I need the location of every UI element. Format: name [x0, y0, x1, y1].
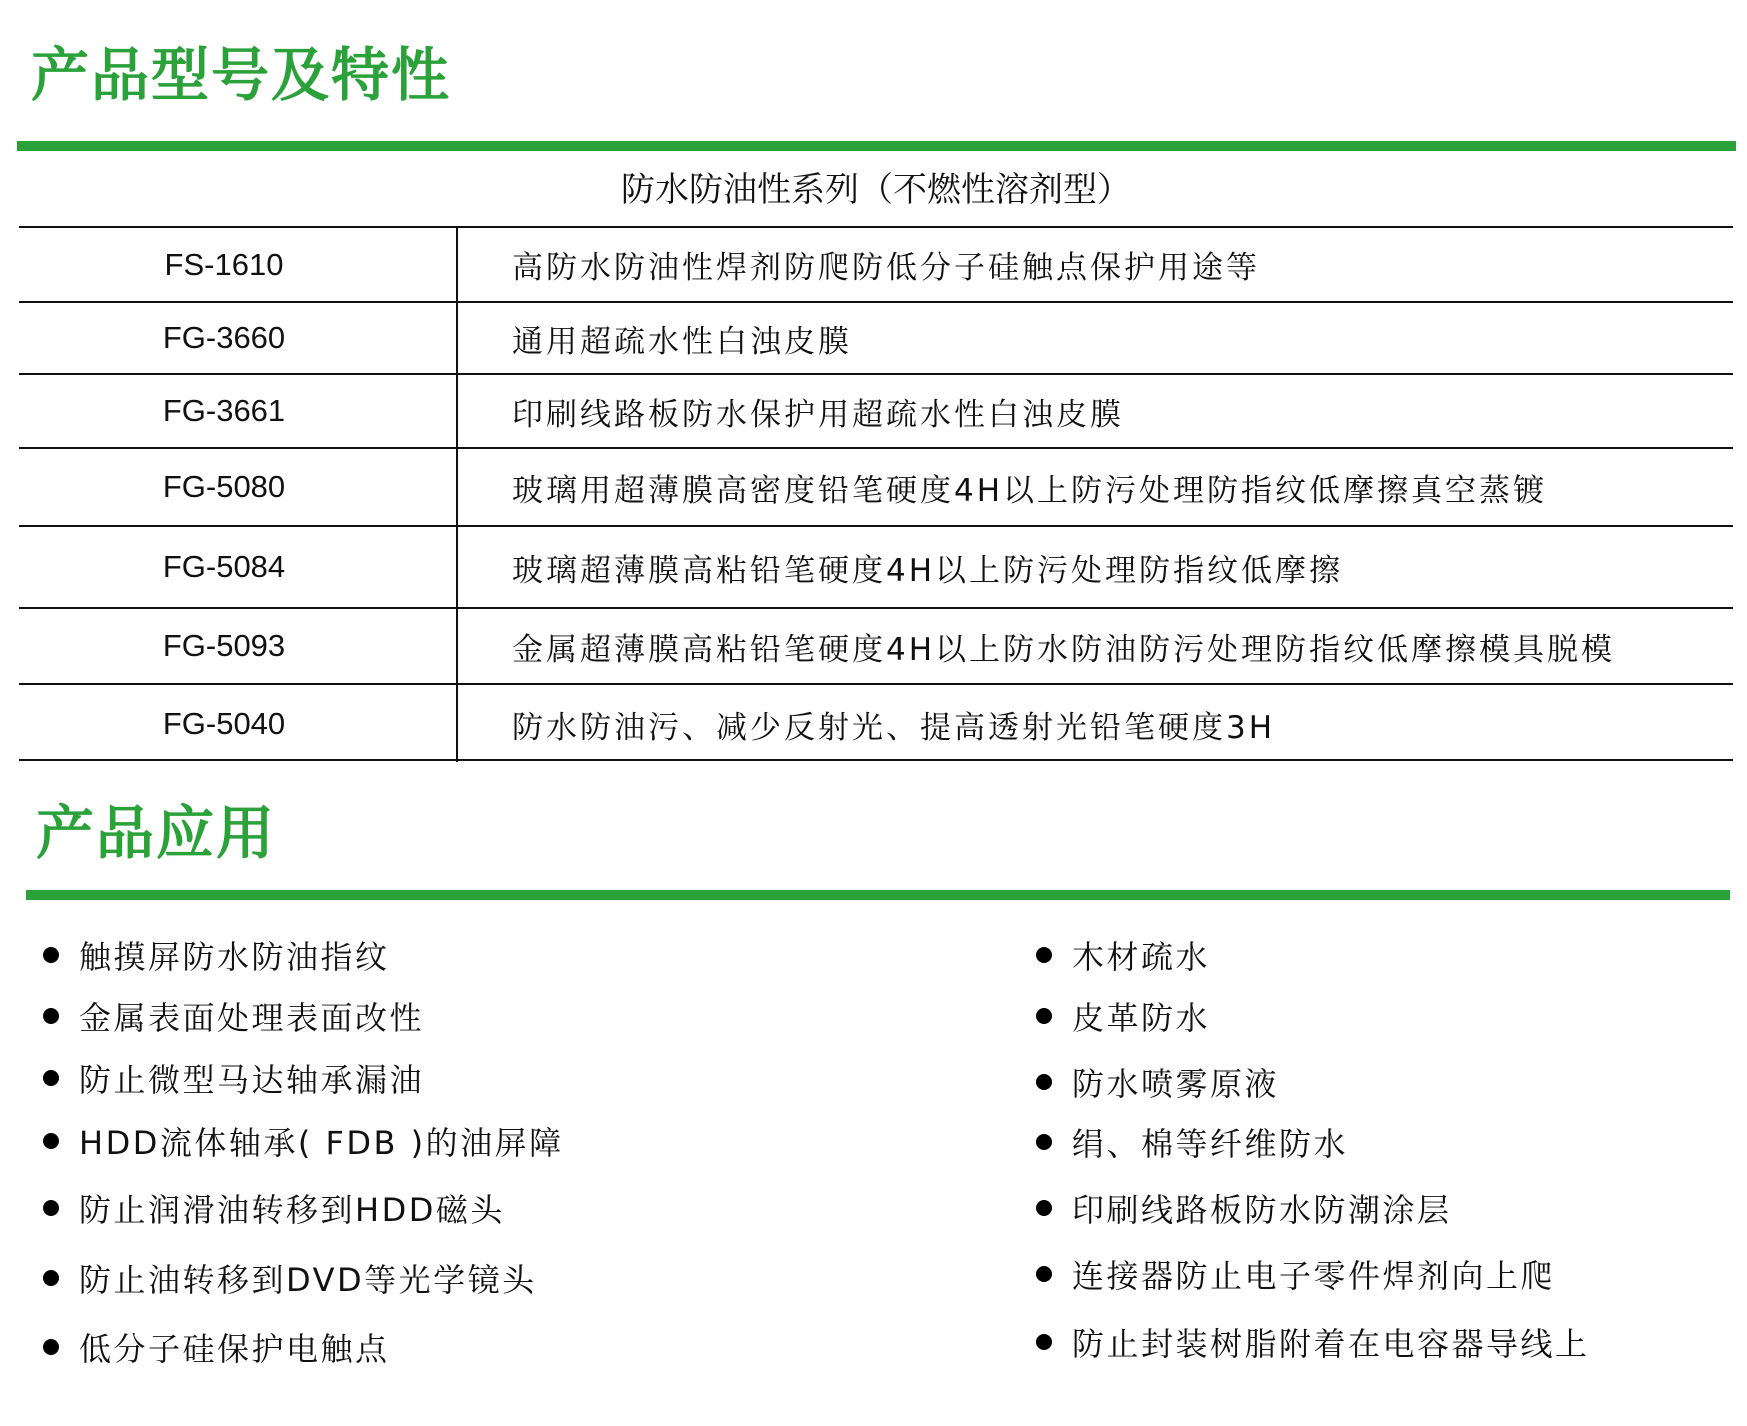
list-item-text: HDD流体轴承( FDB )的油屏障 — [79, 1124, 564, 1162]
bullet-icon — [1036, 1074, 1052, 1090]
bullet-icon — [43, 1070, 59, 1086]
section-title-applications: 产品应用 — [36, 799, 277, 867]
table-row — [19, 228, 1733, 301]
bullet-icon — [43, 1008, 59, 1024]
list-item-text: 防止润滑油转移到HDD磁头 — [79, 1191, 505, 1229]
model-description: 防水防油污、减少反射光、提高透射光铅笔硬度3H — [512, 709, 1276, 746]
bullet-icon — [1036, 1334, 1052, 1350]
list-item — [1036, 993, 1210, 1039]
model-description: 金属超薄膜高粘铅笔硬度4H以上防水防油防污处理防指纹低摩擦模具脱模 — [512, 631, 1616, 668]
section-divider — [17, 141, 1736, 151]
model-code: FG-3661 — [162, 393, 286, 428]
model-description: 玻璃超薄膜高粘铅笔硬度4H以上防污处理防指纹低摩擦 — [512, 552, 1344, 589]
model-code: FG-5093 — [162, 628, 286, 663]
list-item — [43, 1118, 564, 1164]
list-item-text: 防止油转移到DVD等光学镜头 — [79, 1261, 537, 1299]
list-item-text: 印刷线路板防水防潮涂层 — [1072, 1191, 1452, 1229]
list-item-text: 皮革防水 — [1072, 999, 1211, 1037]
list-item-text: 木材疏水 — [1072, 938, 1211, 976]
list-item — [1036, 1319, 1590, 1365]
list-item-text: 触摸屏防水防油指纹 — [79, 938, 390, 976]
list-item — [43, 932, 390, 978]
section-divider — [26, 890, 1730, 900]
bullet-icon — [43, 1133, 59, 1149]
bullet-icon — [43, 1200, 59, 1216]
list-item — [43, 1324, 390, 1370]
model-description: 高防水防油性焊剂防爬防低分子硅触点保护用途等 — [512, 250, 1260, 286]
list-item — [1036, 1059, 1279, 1105]
list-item — [43, 1055, 424, 1101]
table-row — [19, 609, 1733, 683]
model-code: FG-5084 — [162, 549, 286, 584]
list-item-text: 防水喷雾原液 — [1072, 1065, 1280, 1103]
model-code: FG-5080 — [162, 469, 286, 504]
list-item-text: 防止封装树脂附着在电容器导线上 — [1072, 1325, 1590, 1363]
bullet-icon — [43, 1270, 59, 1286]
table-row — [19, 449, 1733, 525]
list-item-text: 连接器防止电子零件焊剂向上爬 — [1072, 1257, 1556, 1295]
model-code: FS-1610 — [164, 246, 284, 282]
list-item — [43, 1255, 537, 1301]
model-description: 玻璃用超薄膜高密度铅笔硬度4H以上防污处理防指纹低摩擦真空蒸镀 — [512, 472, 1548, 509]
list-item — [43, 1185, 505, 1231]
series-title: 防水防油性系列（不燃性溶剂型） — [621, 170, 1131, 210]
table-row — [19, 303, 1733, 373]
list-item-text: 金属表面处理表面改性 — [79, 999, 425, 1037]
model-code: FG-3660 — [162, 320, 286, 355]
bullet-icon — [1036, 1134, 1052, 1150]
table-row — [19, 685, 1733, 763]
table-row — [19, 375, 1733, 447]
model-description: 印刷线路板防水保护用超疏水性白浊皮膜 — [512, 396, 1124, 433]
list-item-text: 绢、棉等纤维防水 — [1072, 1125, 1349, 1163]
list-item — [1036, 1119, 1348, 1165]
list-item-text: 低分子硅保护电触点 — [79, 1330, 390, 1368]
section-title-models: 产品型号及特性 — [31, 41, 452, 109]
model-description: 通用超疏水性白浊皮膜 — [512, 323, 852, 360]
list-item — [1036, 1185, 1452, 1231]
list-item — [1036, 932, 1210, 978]
list-item-text: 防止微型马达轴承漏油 — [79, 1061, 425, 1099]
bullet-icon — [1036, 1200, 1052, 1216]
bullet-icon — [43, 947, 59, 963]
bullet-icon — [1036, 1266, 1052, 1282]
bullet-icon — [1036, 1008, 1052, 1024]
bullet-icon — [1036, 947, 1052, 963]
model-code: FG-5040 — [162, 706, 286, 741]
list-item — [1036, 1251, 1555, 1297]
list-item — [43, 993, 424, 1039]
bullet-icon — [43, 1339, 59, 1355]
table-row — [19, 527, 1733, 607]
